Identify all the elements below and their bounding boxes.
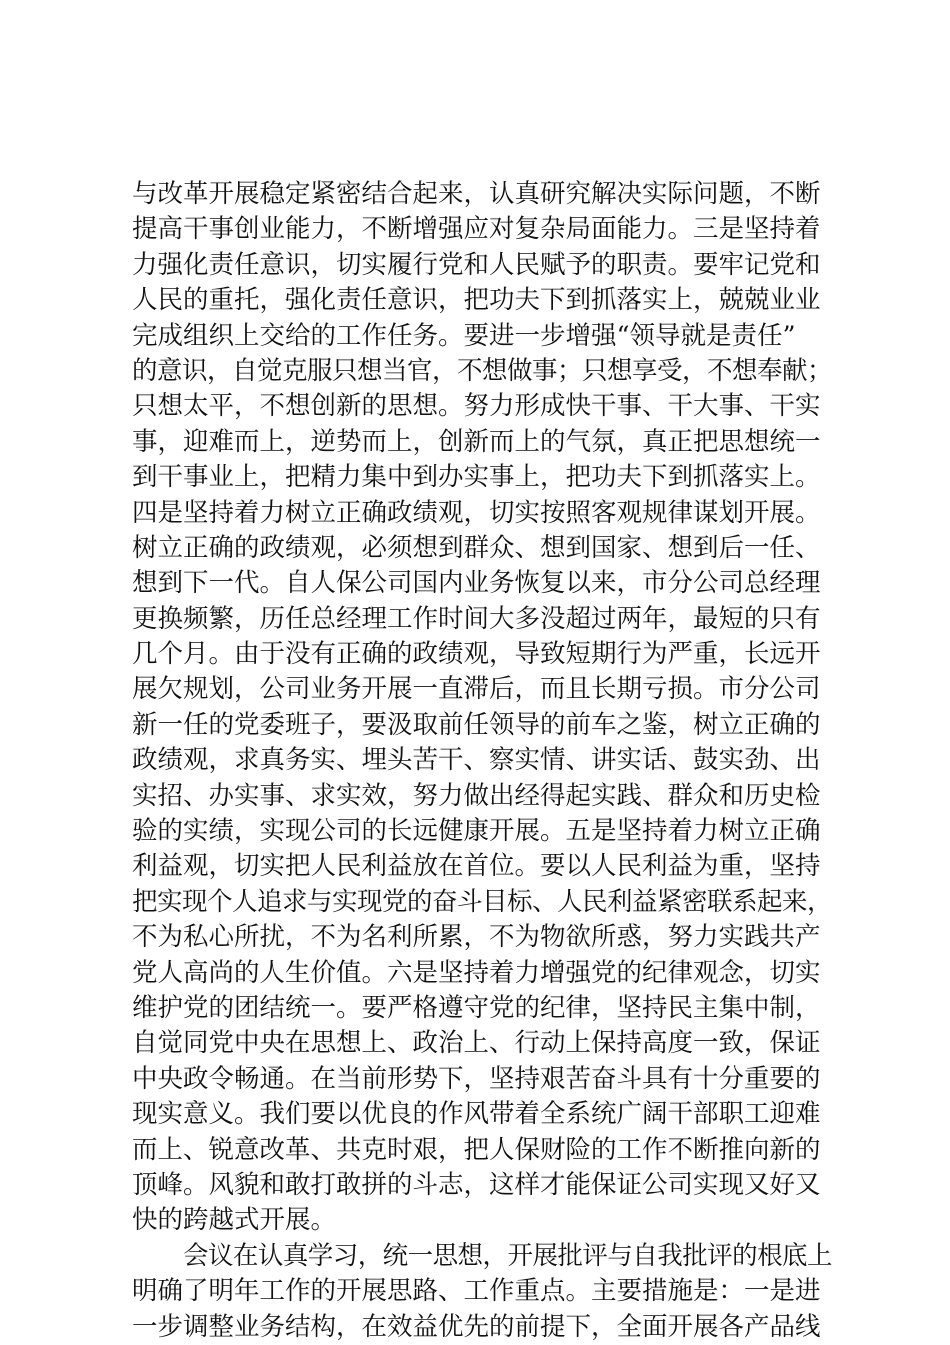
text-line: 现实意义。我们要以优良的作风带着全系统广阔干部职工迎难	[132, 1099, 821, 1130]
text-line: 不为私心所扰，不为名利所累，不为物欲所惑，努力实践共产	[132, 922, 821, 953]
text-line: 顶峰。风貌和敢打敢拼的斗志，这样才能保证公司实现又好又	[132, 1169, 821, 1200]
paragraph-2	[132, 1239, 832, 1345]
text-line: 快的跨越式开展。	[132, 1205, 337, 1236]
text-line: 力强化责任意识，切实履行党和人民赋予的职责。要牢记党和	[132, 249, 821, 280]
text-line: 把实现个人追求与实现党的奋斗目标、人民利益紧密联系起来，	[132, 886, 832, 917]
text-line: 一步调整业务结构，在效益优先的前提下，全面开展各产品线	[132, 1311, 821, 1342]
text-line: 几个月。由于没有正确的政绩观，导致短期行为严重，长远开	[132, 639, 821, 670]
text-line: 利益观，切实把人民利益放在首位。要以人民利益为重，坚持	[132, 851, 821, 882]
body-text	[132, 177, 832, 1345]
text-line: 实招、办实事、求实效，努力做出经得起实践、群众和历史检	[132, 780, 821, 811]
text-line: 的意识，自觉克服只想当官，不想做事；只想享受，不想奉献；	[132, 355, 832, 386]
text-line: 到干事业上，把精力集中到办实事上，把功夫下到抓落实上。	[132, 462, 821, 493]
text-line: 自觉同党中央在思想上、政治上、行动上保持高度一致，保证	[132, 1028, 821, 1059]
text-line: 会议在认真学习，统一思想，开展批评与自我批评的根底上	[183, 1240, 832, 1271]
text-line: 政绩观，求真务实、埋头苦干、察实情、讲实话、鼓实劲、出	[132, 745, 821, 776]
text-line: 完成组织上交给的工作任务。要进一步增强“领导就是责任”	[132, 320, 796, 351]
text-line: 想到下一代。自人保公司国内业务恢复以来，市分公司总经理	[132, 568, 821, 599]
text-line: 更换频繁，历任总经理工作时间大多没超过两年，最短的只有	[132, 603, 821, 634]
text-line: 明确了明年工作的开展思路、工作重点。主要措施是：一是进	[132, 1276, 821, 1307]
text-line: 中央政令畅通。在当前形势下，坚持艰苦奋斗具有十分重要的	[132, 1063, 821, 1094]
text-line: 提高干事创业能力，不断增强应对复杂局面能力。三是坚持着	[132, 214, 821, 245]
text-line: 事，迎难而上，逆势而上，创新而上的气氛，真正把思想统一	[132, 426, 821, 457]
text-line: 展欠规划，公司业务开展一直滞后，而且长期亏损。市分公司	[132, 674, 821, 705]
text-line: 而上、锐意改革、共克时艰，把人保财险的工作不断推向新的	[132, 1134, 821, 1165]
text-line: 四是坚持着力树立正确政绩观，切实按照客观规律谋划开展。	[132, 497, 821, 528]
text-line: 党人高尚的人生价值。六是坚持着力增强党的纪律观念，切实	[132, 957, 821, 988]
text-line: 与改革开展稳定紧密结合起来，认真研究解决实际问题，不断	[132, 179, 821, 209]
text-line: 树立正确的政绩观，必须想到群众、想到国家、想到后一任、	[132, 532, 821, 563]
text-line: 人民的重托，强化责任意识，把功夫下到抓落实上，兢兢业业	[132, 285, 821, 316]
text-line: 只想太平，不想创新的思想。努力形成快干事、干大事、干实	[132, 391, 821, 422]
text-line: 新一任的党委班子，要汲取前任领导的前车之鉴，树立正确的	[132, 709, 821, 740]
text-line: 维护党的团结统一。要严格遵守党的纪律，坚持民主集中制，	[132, 992, 821, 1023]
text-line: 验的实绩，实现公司的长远健康开展。五是坚持着力树立正确	[132, 816, 821, 847]
paragraph-1	[132, 177, 832, 1239]
